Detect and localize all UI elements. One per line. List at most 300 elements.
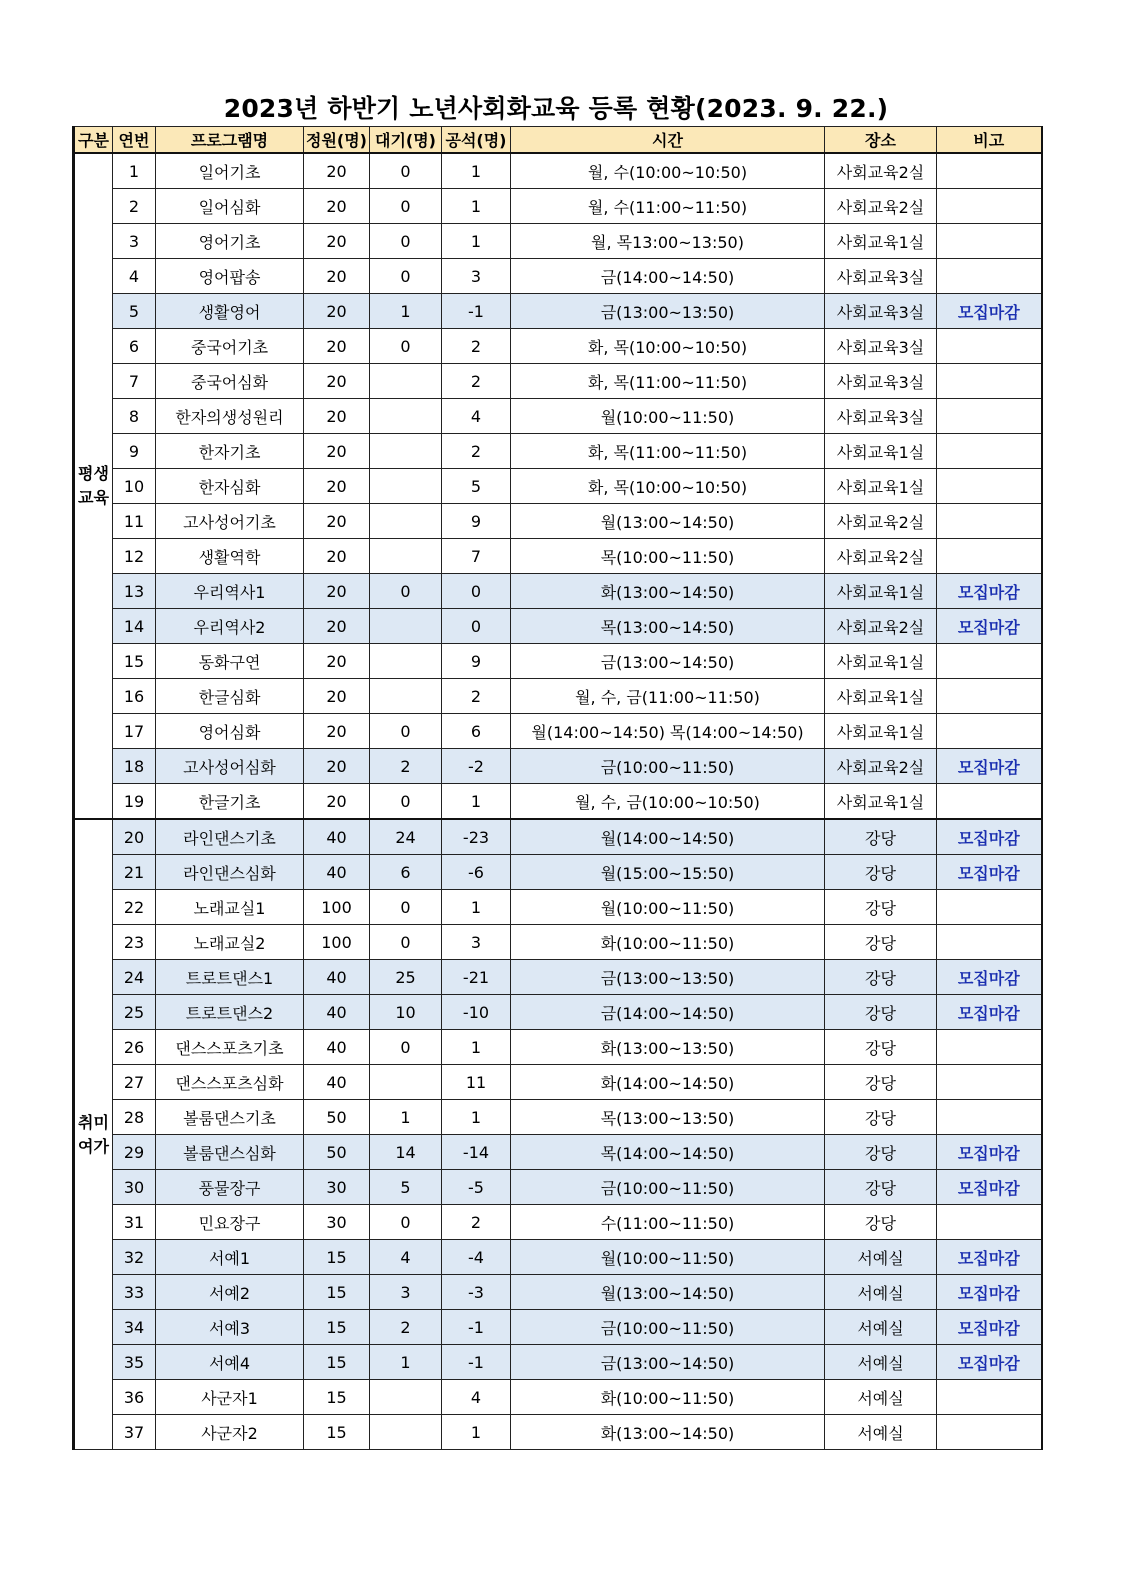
- table-row: [74, 855, 1042, 890]
- cell-note: 모집마감: [937, 819, 1042, 855]
- cell-waiting: [370, 434, 442, 469]
- table-row: [74, 749, 1042, 784]
- cell-place: 사회교육2실: [825, 504, 937, 539]
- header-note: 비고: [937, 127, 1042, 154]
- cell-program: 생활역학: [156, 539, 304, 574]
- cell-waiting: [370, 644, 442, 679]
- table-row: [74, 1345, 1042, 1380]
- cell-vacancy: 4: [442, 1380, 511, 1415]
- cell-note: 모집마감: [937, 1135, 1042, 1170]
- cell-note: 모집마감: [937, 855, 1042, 890]
- cell-time: 월, 수, 금(10:00~10:50): [511, 784, 825, 820]
- cell-no: 36: [113, 1380, 156, 1415]
- table-row: [74, 189, 1042, 224]
- cell-vacancy: 1: [442, 1415, 511, 1450]
- cell-waiting: 3: [370, 1275, 442, 1310]
- cell-waiting: 2: [370, 1310, 442, 1345]
- cell-no: 10: [113, 469, 156, 504]
- cell-no: 4: [113, 259, 156, 294]
- cell-time: 월(13:00~14:50): [511, 504, 825, 539]
- cell-vacancy: -1: [442, 1345, 511, 1380]
- cell-capacity: 30: [304, 1170, 370, 1205]
- cell-program: 일어기초: [156, 153, 304, 189]
- header-place: 장소: [825, 127, 937, 154]
- cell-program: 라인댄스기초: [156, 819, 304, 855]
- cell-note: [937, 714, 1042, 749]
- cell-time: 금(10:00~11:50): [511, 1170, 825, 1205]
- cell-vacancy: 2: [442, 434, 511, 469]
- cell-no: 21: [113, 855, 156, 890]
- cell-capacity: 20: [304, 609, 370, 644]
- cell-place: 사회교육3실: [825, 329, 937, 364]
- cell-vacancy: -14: [442, 1135, 511, 1170]
- table-row: [74, 504, 1042, 539]
- cell-time: 월, 목13:00~13:50): [511, 224, 825, 259]
- cell-place: 사회교육3실: [825, 399, 937, 434]
- cell-no: 7: [113, 364, 156, 399]
- cell-program: 우리역사2: [156, 609, 304, 644]
- cell-note: 모집마감: [937, 1275, 1042, 1310]
- cell-capacity: 20: [304, 259, 370, 294]
- cell-capacity: 20: [304, 539, 370, 574]
- cell-place: 사회교육1실: [825, 784, 937, 820]
- cell-vacancy: -21: [442, 960, 511, 995]
- cell-capacity: 20: [304, 469, 370, 504]
- cell-waiting: 0: [370, 329, 442, 364]
- cell-program: 한자의생성원리: [156, 399, 304, 434]
- cell-capacity: 20: [304, 679, 370, 714]
- cell-place: 사회교육3실: [825, 294, 937, 329]
- cell-capacity: 20: [304, 153, 370, 189]
- header-capacity: 정원(명): [304, 127, 370, 154]
- table-row: [74, 434, 1042, 469]
- table-row: [74, 153, 1042, 189]
- cell-vacancy: 2: [442, 679, 511, 714]
- cell-no: 34: [113, 1310, 156, 1345]
- cell-program: 한글심화: [156, 679, 304, 714]
- cell-no: 11: [113, 504, 156, 539]
- table-row: [74, 819, 1042, 855]
- cell-place: 강당: [825, 925, 937, 960]
- cell-program: 사군자1: [156, 1380, 304, 1415]
- cell-waiting: [370, 609, 442, 644]
- registration-table: [72, 126, 1043, 1450]
- cell-waiting: 0: [370, 1030, 442, 1065]
- cell-vacancy: -23: [442, 819, 511, 855]
- cell-capacity: 20: [304, 364, 370, 399]
- cell-capacity: 20: [304, 434, 370, 469]
- table-row: [74, 1415, 1042, 1450]
- cell-program: 중국어기초: [156, 329, 304, 364]
- table-row: [74, 399, 1042, 434]
- cell-place: 강당: [825, 819, 937, 855]
- cell-waiting: 1: [370, 1100, 442, 1135]
- cell-time: 목(13:00~13:50): [511, 1100, 825, 1135]
- cell-time: 월(13:00~14:50): [511, 1275, 825, 1310]
- cell-program: 볼룸댄스기초: [156, 1100, 304, 1135]
- cell-vacancy: -10: [442, 995, 511, 1030]
- cell-waiting: 2: [370, 749, 442, 784]
- cell-place: 강당: [825, 960, 937, 995]
- cell-capacity: 20: [304, 574, 370, 609]
- cell-place: 사회교육1실: [825, 714, 937, 749]
- cell-place: 강당: [825, 995, 937, 1030]
- cell-waiting: 0: [370, 1205, 442, 1240]
- cell-waiting: 24: [370, 819, 442, 855]
- cell-waiting: 4: [370, 1240, 442, 1275]
- cell-waiting: 0: [370, 714, 442, 749]
- cell-vacancy: -5: [442, 1170, 511, 1205]
- cell-waiting: 14: [370, 1135, 442, 1170]
- cell-no: 25: [113, 995, 156, 1030]
- cell-vacancy: 1: [442, 1100, 511, 1135]
- cell-waiting: 25: [370, 960, 442, 995]
- cell-program: 노래교실1: [156, 890, 304, 925]
- header-time: 시간: [511, 127, 825, 154]
- cell-program: 생활영어: [156, 294, 304, 329]
- cell-waiting: [370, 1380, 442, 1415]
- cell-capacity: 40: [304, 960, 370, 995]
- cell-note: [937, 679, 1042, 714]
- cell-program: 영어심화: [156, 714, 304, 749]
- cell-vacancy: 9: [442, 644, 511, 679]
- cell-program: 중국어심화: [156, 364, 304, 399]
- table-row: [74, 1275, 1042, 1310]
- cell-no: 27: [113, 1065, 156, 1100]
- cell-place: 강당: [825, 890, 937, 925]
- cell-time: 화, 목(10:00~10:50): [511, 469, 825, 504]
- cell-no: 22: [113, 890, 156, 925]
- cell-no: 9: [113, 434, 156, 469]
- cell-time: 화, 목(11:00~11:50): [511, 434, 825, 469]
- cell-program: 한자기초: [156, 434, 304, 469]
- cell-note: [937, 224, 1042, 259]
- cell-place: 사회교육1실: [825, 469, 937, 504]
- table-row: [74, 1170, 1042, 1205]
- cell-capacity: 30: [304, 1205, 370, 1240]
- cell-vacancy: 1: [442, 224, 511, 259]
- cell-waiting: 0: [370, 153, 442, 189]
- cell-capacity: 20: [304, 644, 370, 679]
- cell-vacancy: 1: [442, 784, 511, 820]
- cell-no: 17: [113, 714, 156, 749]
- cell-no: 14: [113, 609, 156, 644]
- cell-no: 19: [113, 784, 156, 820]
- cell-place: 서예실: [825, 1415, 937, 1450]
- cell-vacancy: -1: [442, 294, 511, 329]
- cell-waiting: 0: [370, 784, 442, 820]
- cell-waiting: [370, 504, 442, 539]
- cell-note: 모집마감: [937, 1240, 1042, 1275]
- cell-program: 우리역사1: [156, 574, 304, 609]
- cell-vacancy: -3: [442, 1275, 511, 1310]
- cell-waiting: 1: [370, 294, 442, 329]
- table-row: [74, 539, 1042, 574]
- cell-time: 금(10:00~11:50): [511, 1310, 825, 1345]
- cell-place: 강당: [825, 1170, 937, 1205]
- cell-no: 15: [113, 644, 156, 679]
- cell-vacancy: 7: [442, 539, 511, 574]
- cell-capacity: 20: [304, 189, 370, 224]
- cell-waiting: 0: [370, 189, 442, 224]
- cell-note: [937, 364, 1042, 399]
- cell-vacancy: 5: [442, 469, 511, 504]
- cell-place: 서예실: [825, 1310, 937, 1345]
- header-row: [74, 127, 1042, 154]
- cell-capacity: 20: [304, 714, 370, 749]
- cell-note: [937, 399, 1042, 434]
- cell-vacancy: 0: [442, 574, 511, 609]
- table-row: [74, 890, 1042, 925]
- cell-vacancy: 4: [442, 399, 511, 434]
- cell-waiting: 1: [370, 1345, 442, 1380]
- cell-no: 32: [113, 1240, 156, 1275]
- cell-time: 금(10:00~11:50): [511, 749, 825, 784]
- cell-no: 1: [113, 153, 156, 189]
- cell-time: 월(10:00~11:50): [511, 399, 825, 434]
- cell-note: 모집마감: [937, 574, 1042, 609]
- cell-note: [937, 189, 1042, 224]
- cell-vacancy: -4: [442, 1240, 511, 1275]
- cell-note: [937, 925, 1042, 960]
- cell-time: 월(15:00~15:50): [511, 855, 825, 890]
- cell-capacity: 20: [304, 399, 370, 434]
- cell-vacancy: 2: [442, 1205, 511, 1240]
- cell-program: 풍물장구: [156, 1170, 304, 1205]
- table-row: [74, 1240, 1042, 1275]
- table-row: [74, 469, 1042, 504]
- header-waiting: 대기(명): [370, 127, 442, 154]
- cell-capacity: 15: [304, 1310, 370, 1345]
- cell-no: 8: [113, 399, 156, 434]
- table-row: [74, 1030, 1042, 1065]
- cell-capacity: 20: [304, 224, 370, 259]
- cell-no: 28: [113, 1100, 156, 1135]
- cell-no: 16: [113, 679, 156, 714]
- cell-time: 금(13:00~13:50): [511, 960, 825, 995]
- cell-time: 월, 수(10:00~10:50): [511, 153, 825, 189]
- cell-no: 2: [113, 189, 156, 224]
- cell-place: 사회교육2실: [825, 153, 937, 189]
- table-row: [74, 925, 1042, 960]
- cell-place: 강당: [825, 1030, 937, 1065]
- cell-place: 강당: [825, 1100, 937, 1135]
- cell-note: 모집마감: [937, 1345, 1042, 1380]
- cell-capacity: 100: [304, 925, 370, 960]
- cell-vacancy: 1: [442, 189, 511, 224]
- table-row: [74, 1100, 1042, 1135]
- cell-time: 화(13:00~14:50): [511, 1415, 825, 1450]
- cell-place: 사회교육1실: [825, 224, 937, 259]
- table-row: [74, 995, 1042, 1030]
- table-row: [74, 329, 1042, 364]
- table-row: [74, 960, 1042, 995]
- cell-capacity: 20: [304, 294, 370, 329]
- cell-no: 20: [113, 819, 156, 855]
- cell-time: 금(13:00~14:50): [511, 1345, 825, 1380]
- cell-no: 18: [113, 749, 156, 784]
- cell-place: 서예실: [825, 1345, 937, 1380]
- cell-note: [937, 329, 1042, 364]
- cell-capacity: 100: [304, 890, 370, 925]
- cell-capacity: 20: [304, 329, 370, 364]
- cell-place: 서예실: [825, 1380, 937, 1415]
- header-category: 구분: [74, 127, 113, 154]
- cell-place: 강당: [825, 1065, 937, 1100]
- cell-vacancy: 0: [442, 609, 511, 644]
- cell-vacancy: 11: [442, 1065, 511, 1100]
- cell-program: 댄스스포츠심화: [156, 1065, 304, 1100]
- cell-time: 금(14:00~14:50): [511, 995, 825, 1030]
- cell-program: 볼룸댄스심화: [156, 1135, 304, 1170]
- cell-waiting: [370, 1065, 442, 1100]
- cell-no: 24: [113, 960, 156, 995]
- table-row: [74, 1065, 1042, 1100]
- cell-capacity: 50: [304, 1135, 370, 1170]
- cell-capacity: 15: [304, 1240, 370, 1275]
- cell-waiting: 0: [370, 574, 442, 609]
- cell-no: 5: [113, 294, 156, 329]
- cell-time: 월(14:00~14:50): [511, 819, 825, 855]
- cell-note: 모집마감: [937, 294, 1042, 329]
- table-row: [74, 644, 1042, 679]
- cell-program: 라인댄스심화: [156, 855, 304, 890]
- cell-place: 서예실: [825, 1240, 937, 1275]
- cell-program: 서예2: [156, 1275, 304, 1310]
- cell-time: 화(10:00~11:50): [511, 925, 825, 960]
- cell-waiting: 5: [370, 1170, 442, 1205]
- cell-vacancy: -6: [442, 855, 511, 890]
- cell-note: 모집마감: [937, 749, 1042, 784]
- cell-program: 노래교실2: [156, 925, 304, 960]
- page-title: 2023년 하반기 노년사회화교육 등록 현황(2023. 9. 22.): [223, 94, 889, 123]
- cell-time: 월(10:00~11:50): [511, 890, 825, 925]
- cell-note: [937, 539, 1042, 574]
- cell-note: [937, 1415, 1042, 1450]
- cell-capacity: 15: [304, 1275, 370, 1310]
- table-row: [74, 364, 1042, 399]
- cell-note: [937, 259, 1042, 294]
- table-row: [74, 574, 1042, 609]
- cell-time: 수(11:00~11:50): [511, 1205, 825, 1240]
- cell-capacity: 40: [304, 1065, 370, 1100]
- cell-waiting: [370, 679, 442, 714]
- cell-capacity: 20: [304, 504, 370, 539]
- cell-note: 모집마감: [937, 1310, 1042, 1345]
- cell-time: 월(10:00~11:50): [511, 1240, 825, 1275]
- cell-note: 모집마감: [937, 1170, 1042, 1205]
- cell-no: 6: [113, 329, 156, 364]
- cell-no: 26: [113, 1030, 156, 1065]
- cell-program: 영어기초: [156, 224, 304, 259]
- cell-note: 모집마감: [937, 960, 1042, 995]
- cell-note: [937, 1205, 1042, 1240]
- cell-note: [937, 504, 1042, 539]
- cell-vacancy: 2: [442, 329, 511, 364]
- cell-waiting: 0: [370, 259, 442, 294]
- cell-vacancy: -2: [442, 749, 511, 784]
- cell-place: 사회교육1실: [825, 644, 937, 679]
- cell-note: 모집마감: [937, 995, 1042, 1030]
- cell-vacancy: 3: [442, 259, 511, 294]
- table-row: [74, 1135, 1042, 1170]
- cell-place: 사회교육3실: [825, 259, 937, 294]
- cell-note: [937, 890, 1042, 925]
- cell-note: [937, 153, 1042, 189]
- cell-waiting: [370, 469, 442, 504]
- category-lifelong: 평생 교육: [74, 153, 113, 819]
- cell-time: 화(10:00~11:50): [511, 1380, 825, 1415]
- cell-program: 서예1: [156, 1240, 304, 1275]
- cell-place: 사회교육2실: [825, 189, 937, 224]
- cell-place: 사회교육2실: [825, 539, 937, 574]
- cell-program: 고사성어기초: [156, 504, 304, 539]
- cell-no: 29: [113, 1135, 156, 1170]
- cell-note: [937, 784, 1042, 820]
- cell-no: 30: [113, 1170, 156, 1205]
- cell-note: [937, 644, 1042, 679]
- cell-program: 서예4: [156, 1345, 304, 1380]
- cell-no: 35: [113, 1345, 156, 1380]
- table-row: [74, 1310, 1042, 1345]
- cell-capacity: 15: [304, 1380, 370, 1415]
- header-program: 프로그램명: [156, 127, 304, 154]
- table-row: [74, 224, 1042, 259]
- cell-note: 모집마감: [937, 609, 1042, 644]
- cell-capacity: 40: [304, 1030, 370, 1065]
- table-row: [74, 294, 1042, 329]
- cell-vacancy: 1: [442, 890, 511, 925]
- cell-time: 화, 목(10:00~10:50): [511, 329, 825, 364]
- cell-place: 사회교육2실: [825, 609, 937, 644]
- cell-place: 강당: [825, 855, 937, 890]
- header-vacancy: 공석(명): [442, 127, 511, 154]
- cell-waiting: 0: [370, 890, 442, 925]
- cell-capacity: 40: [304, 819, 370, 855]
- cell-note: [937, 1100, 1042, 1135]
- category-hobby: 취미 여가: [74, 819, 113, 1450]
- cell-waiting: 0: [370, 925, 442, 960]
- cell-no: 23: [113, 925, 156, 960]
- cell-capacity: 15: [304, 1415, 370, 1450]
- table-row: [74, 609, 1042, 644]
- cell-vacancy: 6: [442, 714, 511, 749]
- cell-program: 트로트댄스1: [156, 960, 304, 995]
- cell-time: 금(13:00~14:50): [511, 644, 825, 679]
- cell-time: 금(14:00~14:50): [511, 259, 825, 294]
- cell-place: 사회교육3실: [825, 364, 937, 399]
- cell-capacity: 40: [304, 995, 370, 1030]
- cell-capacity: 40: [304, 855, 370, 890]
- cell-vacancy: 2: [442, 364, 511, 399]
- cell-note: [937, 434, 1042, 469]
- cell-note: [937, 1380, 1042, 1415]
- cell-waiting: 6: [370, 855, 442, 890]
- cell-capacity: 15: [304, 1345, 370, 1380]
- cell-place: 사회교육1실: [825, 434, 937, 469]
- cell-note: [937, 469, 1042, 504]
- cell-waiting: 0: [370, 224, 442, 259]
- cell-time: 목(13:00~14:50): [511, 609, 825, 644]
- cell-time: 월(14:00~14:50) 목(14:00~14:50): [511, 714, 825, 749]
- cell-vacancy: 1: [442, 153, 511, 189]
- cell-vacancy: 3: [442, 925, 511, 960]
- cell-place: 사회교육2실: [825, 749, 937, 784]
- cell-waiting: [370, 364, 442, 399]
- table-row: [74, 679, 1042, 714]
- cell-place: 사회교육1실: [825, 574, 937, 609]
- cell-program: 댄스스포츠기초: [156, 1030, 304, 1065]
